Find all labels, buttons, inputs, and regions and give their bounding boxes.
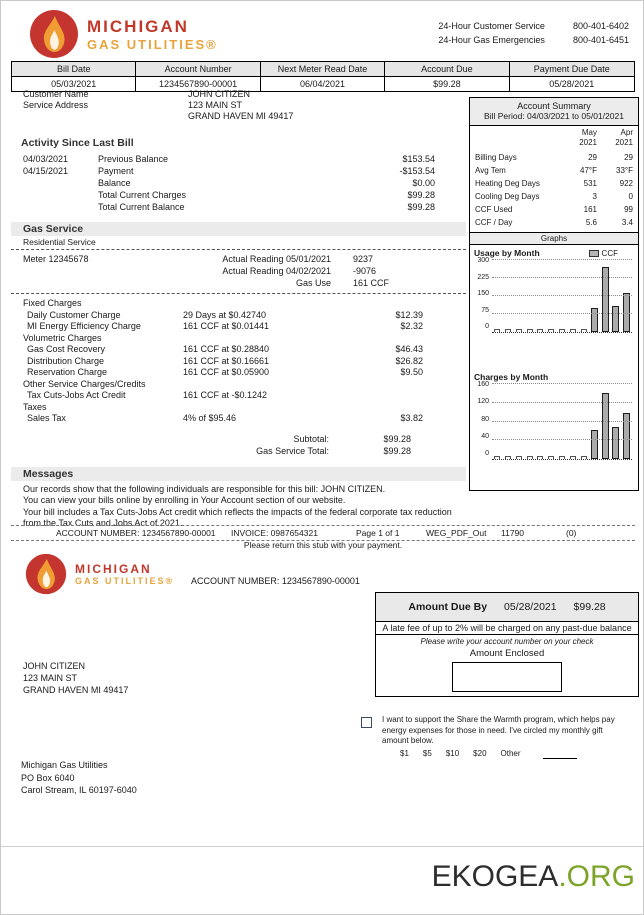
gift-amount-10[interactable]: $10 xyxy=(445,748,460,758)
activity-desc: Total Current Balance xyxy=(98,202,185,212)
charges-by-month-chart xyxy=(470,369,638,460)
footer xyxy=(1,846,644,914)
stub-company-logo xyxy=(25,553,174,595)
messages-section xyxy=(11,467,466,533)
activity-date: 04/15/2021 xyxy=(23,166,69,176)
account-summary-table xyxy=(470,126,638,232)
charge-row: Reservation Charge 161 CCF at $0.05900 $9.50 xyxy=(27,367,423,377)
meter-id: Meter 12345678 xyxy=(23,254,89,264)
stub-output-label: WEG_PDF_Out xyxy=(426,528,487,538)
account-number-value: 1234567890-00001 xyxy=(136,77,260,91)
remit-address2: Carol Stream, IL 60197-6040 xyxy=(21,785,137,795)
charge-group-row: Other Service Charges/Credits xyxy=(23,378,146,389)
reading-value: 9237 xyxy=(353,254,374,264)
activity-desc: Payment xyxy=(98,166,134,176)
activity-amount: $0.00 xyxy=(412,178,435,188)
activity-row xyxy=(23,177,435,189)
gift-amount-options xyxy=(382,749,631,760)
activity-amount: $99.28 xyxy=(407,202,435,212)
charge-row: Gas Cost Recovery 161 CCF at $0.28840 $46.43 xyxy=(27,344,423,354)
summary-column-headers: May 2021 Apr 2021 xyxy=(579,128,633,147)
service-address-line1: 123 MAIN ST xyxy=(188,100,243,110)
activity-date xyxy=(23,189,98,201)
activity-desc: Total Current Charges xyxy=(98,190,187,200)
share-the-warmth-section xyxy=(361,715,631,759)
reading-desc: Actual Reading 04/02/2021 xyxy=(222,266,331,276)
service-address-line2: GRAND HAVEN MI 49417 xyxy=(188,111,294,121)
amount-enclosed-input[interactable] xyxy=(452,662,562,692)
usage-chart-yaxis: 300 225 150 75 0 xyxy=(477,257,489,330)
summary-row: CCF Used 161 99 xyxy=(475,205,633,214)
stub-invoice-number: INVOICE: 0987654321 xyxy=(231,528,318,538)
charge-group-row: Fixed Charges xyxy=(23,298,82,308)
late-fee-note: A late fee of up to 2% will be charged on any past-due balance xyxy=(375,622,639,635)
subtotal-label: Subtotal: xyxy=(293,433,329,444)
stub-seq: (0) xyxy=(566,528,577,538)
amount-enclosed-label: Amount Enclosed xyxy=(469,648,545,659)
account-due-value: $99.28 xyxy=(385,77,509,91)
mail-name: JOHN CITIZEN xyxy=(23,661,85,671)
amount-due-date: 05/28/2021 xyxy=(504,601,557,613)
return-stub-note: Please return this stub with your payment. xyxy=(243,540,403,550)
share-warmth-text: I want to support the Share the Warmth program, which helps pay energy expenses for those in need. I've circled my monthly gift amount below. xyxy=(382,715,615,745)
summary-row: Cooling Deg Days 3 0 xyxy=(475,192,633,201)
activity-amount: $99.28 xyxy=(407,190,435,200)
activity-section xyxy=(11,137,466,213)
charges-chart-yaxis: 160 120 80 40 0 xyxy=(477,381,489,457)
gas-service-title: Gas Service xyxy=(11,222,466,236)
bill-period: Bill Period: 04/03/2021 to 05/01/2021 xyxy=(484,111,624,121)
next-meter-read-header: Next Meter Read Date xyxy=(261,62,385,76)
check-note: Please write your account number on your check xyxy=(420,637,594,646)
gas-service-section xyxy=(11,222,466,457)
summary-row: Avg Tem 47°F 33°F xyxy=(475,166,633,175)
account-summary-title: Account Summary xyxy=(517,101,591,111)
reading-desc: Gas Use xyxy=(295,278,331,288)
account-number-header: Account Number xyxy=(136,62,260,76)
usage-by-month-chart xyxy=(470,245,638,333)
message-line: Your bill includes a Tax Cuts-Jobs Act credit which reflects the impacts of the federal corporate tax reduction from the Tax Cuts and Jobs Act of 2021. xyxy=(23,506,452,528)
customer-name-label: Customer Name xyxy=(23,89,89,99)
share-warmth-checkbox[interactable] xyxy=(361,717,372,728)
gift-amount-5[interactable]: $5 xyxy=(422,748,432,758)
total-row xyxy=(23,445,411,457)
meter-row xyxy=(23,265,454,277)
mail-address1: 123 MAIN ST xyxy=(23,673,78,683)
remit-name: Michigan Gas Utilities xyxy=(21,760,108,770)
charges-chart-title: Charges by Month xyxy=(474,372,549,382)
bill-summary-header-row xyxy=(12,62,634,77)
charge-group-row: Volumetric Charges xyxy=(23,332,102,343)
account-summary-header xyxy=(470,98,638,126)
ekogea-logo-green: .ORG xyxy=(558,860,635,893)
service-address-label: Service Address xyxy=(23,100,89,110)
charge-row: Tax Cuts-Jobs Act Credit 161 CCF at -$0.1242 xyxy=(27,390,268,400)
payment-due-header: Payment Due Date xyxy=(533,64,610,74)
gas-emergency-phone: 800-401-6451 xyxy=(572,35,629,45)
mailing-address xyxy=(23,660,128,696)
gift-amount-1[interactable]: $1 xyxy=(400,748,409,758)
company-logo xyxy=(29,9,218,59)
stub-account-number: ACCOUNT NUMBER: 1234567890-00001 xyxy=(56,528,216,538)
legend-swatch-icon xyxy=(589,250,599,257)
customer-name-value: JOHN CITIZEN xyxy=(188,89,250,99)
stub-account-repeat: ACCOUNT NUMBER: 1234567890-00001 xyxy=(191,576,360,586)
brand-name-line2: GAS UTILITIES® xyxy=(87,36,218,52)
reading-value: -9076 xyxy=(353,266,377,276)
ekogea-logo xyxy=(432,860,635,894)
amount-due-box xyxy=(375,592,639,697)
stub-code: 11790 xyxy=(501,528,525,538)
meter-row xyxy=(23,253,454,265)
usage-chart-legend xyxy=(589,249,618,258)
activity-desc: Balance xyxy=(98,178,131,188)
bill-date-value: 05/03/2021 xyxy=(12,77,136,91)
gas-service-totals xyxy=(11,433,411,457)
contact-info xyxy=(438,21,629,45)
legend-label: CCF xyxy=(601,248,618,258)
brand-name-line1: MICHIGAN xyxy=(87,16,189,36)
activity-date: 04/03/2021 xyxy=(23,154,69,164)
message-line: You can view your bills online by enrolling in Your Account section of our website. xyxy=(23,495,346,505)
account-summary-box xyxy=(469,97,639,491)
summary-row: CCF / Day 5.6 3.4 xyxy=(475,218,633,227)
meter-readings xyxy=(11,250,466,294)
charge-row: Sales Tax 4% of $95.46 $3.82 xyxy=(27,413,423,423)
charge-row: MI Energy Efficiency Charge 161 CCF at $0.01441 $2.32 xyxy=(27,321,423,331)
charge-row: Daily Customer Charge 29 Days at $0.42740 $12.39 xyxy=(27,309,423,320)
activity-amount: $153.54 xyxy=(402,154,435,164)
customer-service-label: 24-Hour Customer Service xyxy=(438,21,545,31)
activity-row xyxy=(23,153,435,165)
gift-amount-20[interactable]: $20 xyxy=(473,748,487,758)
summary-row: Billing Days 29 29 xyxy=(475,153,633,162)
activity-date xyxy=(23,177,98,189)
meter-row xyxy=(23,277,454,289)
mail-address2: GRAND HAVEN MI 49417 xyxy=(23,685,129,695)
flame-icon xyxy=(29,9,79,59)
remittance-address xyxy=(21,759,137,797)
bill-date-header: Bill Date xyxy=(12,62,136,76)
activity-amount: -$153.54 xyxy=(399,166,435,176)
amount-due-header xyxy=(375,592,639,622)
flame-icon xyxy=(25,553,67,595)
amount-due-label: Amount Due By xyxy=(408,601,488,613)
gift-amount-other[interactable]: Other xyxy=(500,748,521,758)
remit-address1: PO Box 6040 xyxy=(21,772,75,783)
activity-row xyxy=(23,201,435,213)
amount-due-value: $99.28 xyxy=(573,601,606,613)
brand-name-line1: MICHIGAN xyxy=(75,562,152,576)
subtotal-row xyxy=(23,433,411,445)
activity-row xyxy=(23,165,435,177)
charge-row: Distribution Charge 161 CCF at $0.16661 $26.82 xyxy=(27,355,423,366)
brand-name-line2: GAS UTILITIES® xyxy=(75,576,175,586)
gas-emergency-label: 24-Hour Gas Emergencies xyxy=(438,35,545,45)
activity-desc: Previous Balance xyxy=(98,154,169,164)
amount-enclosed-area xyxy=(375,635,639,697)
usage-chart-plot xyxy=(492,260,632,333)
reading-desc: Actual Reading 05/01/2021 xyxy=(222,254,331,264)
payment-due-value: 05/28/2021 xyxy=(549,79,595,89)
message-line: Our records show that the following individuals are responsible for this bill: JOHN CITIZEN. xyxy=(23,483,386,494)
bill-detail-column xyxy=(11,89,466,533)
gift-other-write-in[interactable] xyxy=(543,758,577,759)
charge-group-row: Taxes xyxy=(23,401,47,412)
activity-title: Activity Since Last Bill xyxy=(21,137,134,149)
stub-page-number: Page 1 of 1 xyxy=(356,528,400,538)
summary-row: Heating Deg Days 531 922 xyxy=(475,179,633,188)
charges-list xyxy=(11,294,466,425)
customer-info xyxy=(11,89,466,121)
activity-date xyxy=(23,201,98,213)
usage-chart-title: Usage by Month xyxy=(474,248,540,258)
charges-chart-plot xyxy=(492,384,632,460)
total-amount: $99.28 xyxy=(383,445,411,456)
reading-value: 161 CCF xyxy=(353,278,390,288)
bill-summary-table xyxy=(11,61,635,92)
graphs-section-label: Graphs xyxy=(470,232,638,245)
messages-title: Messages xyxy=(11,467,466,481)
stub-meta-row xyxy=(11,525,635,541)
subtotal-amount: $99.28 xyxy=(383,433,411,444)
next-meter-read-value: 06/04/2021 xyxy=(261,77,385,91)
ekogea-logo-dark: EKOGEA xyxy=(431,860,559,893)
total-label: Gas Service Total: xyxy=(256,445,329,456)
gas-service-subtitle: Residential Service xyxy=(11,236,466,250)
activity-row xyxy=(23,189,435,201)
account-due-header: Account Due xyxy=(385,62,509,76)
customer-service-phone: 800-401-6402 xyxy=(572,21,629,31)
